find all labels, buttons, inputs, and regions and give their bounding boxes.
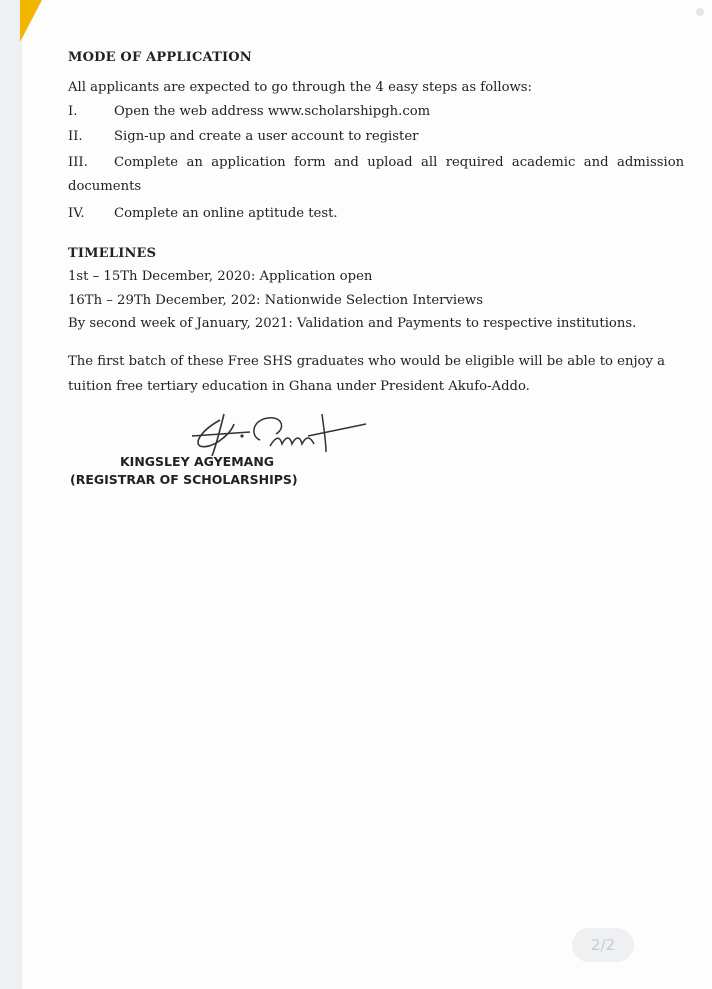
page-indicator-badge: 2/2 [572,928,634,962]
step-text: Sign-up and create a user account to register [114,129,419,144]
intro-paragraph: All applicants are expected to go through the 4 easy steps as follows: [68,80,533,95]
step-text: Complete an application form and upload all required academic and admission [114,155,685,170]
step-number: III. [68,155,88,170]
step-text: Complete an online aptitude test. [114,206,338,221]
step-text-continuation: documents [68,179,142,194]
closing-paragraph-line: tuition free tertiary education in Ghana under President Akufo-Addo. [68,379,530,394]
section-heading-timelines: TIMELINES [68,246,157,261]
section-heading-mode-of-application: MODE OF APPLICATION [68,50,252,65]
step-number: II. [68,129,83,144]
closing-paragraph-line: The first batch of these Free SHS graduates who would be eligible will be able to enjoy a [68,354,666,369]
timeline-line: 1st – 15Th December, 2020: Application open [68,269,373,284]
step-text: Open the web address www.scholarshipgh.com [114,104,431,119]
page-corner-fold [20,0,42,42]
step-number: IV. [68,206,85,221]
page-edge-marker [696,8,704,16]
timeline-line: 16Th – 29Th December, 202: Nationwide Selection Interviews [68,293,483,308]
step-number: I. [68,104,78,119]
signatory-name: KINGSLEY AGYEMANG [120,454,275,469]
signatory-title: (REGISTRAR OF SCHOLARSHIPS) [70,472,298,487]
timeline-line: By second week of January, 2021: Validation and Payments to respective institutions. [68,316,637,331]
document-page [22,0,712,989]
